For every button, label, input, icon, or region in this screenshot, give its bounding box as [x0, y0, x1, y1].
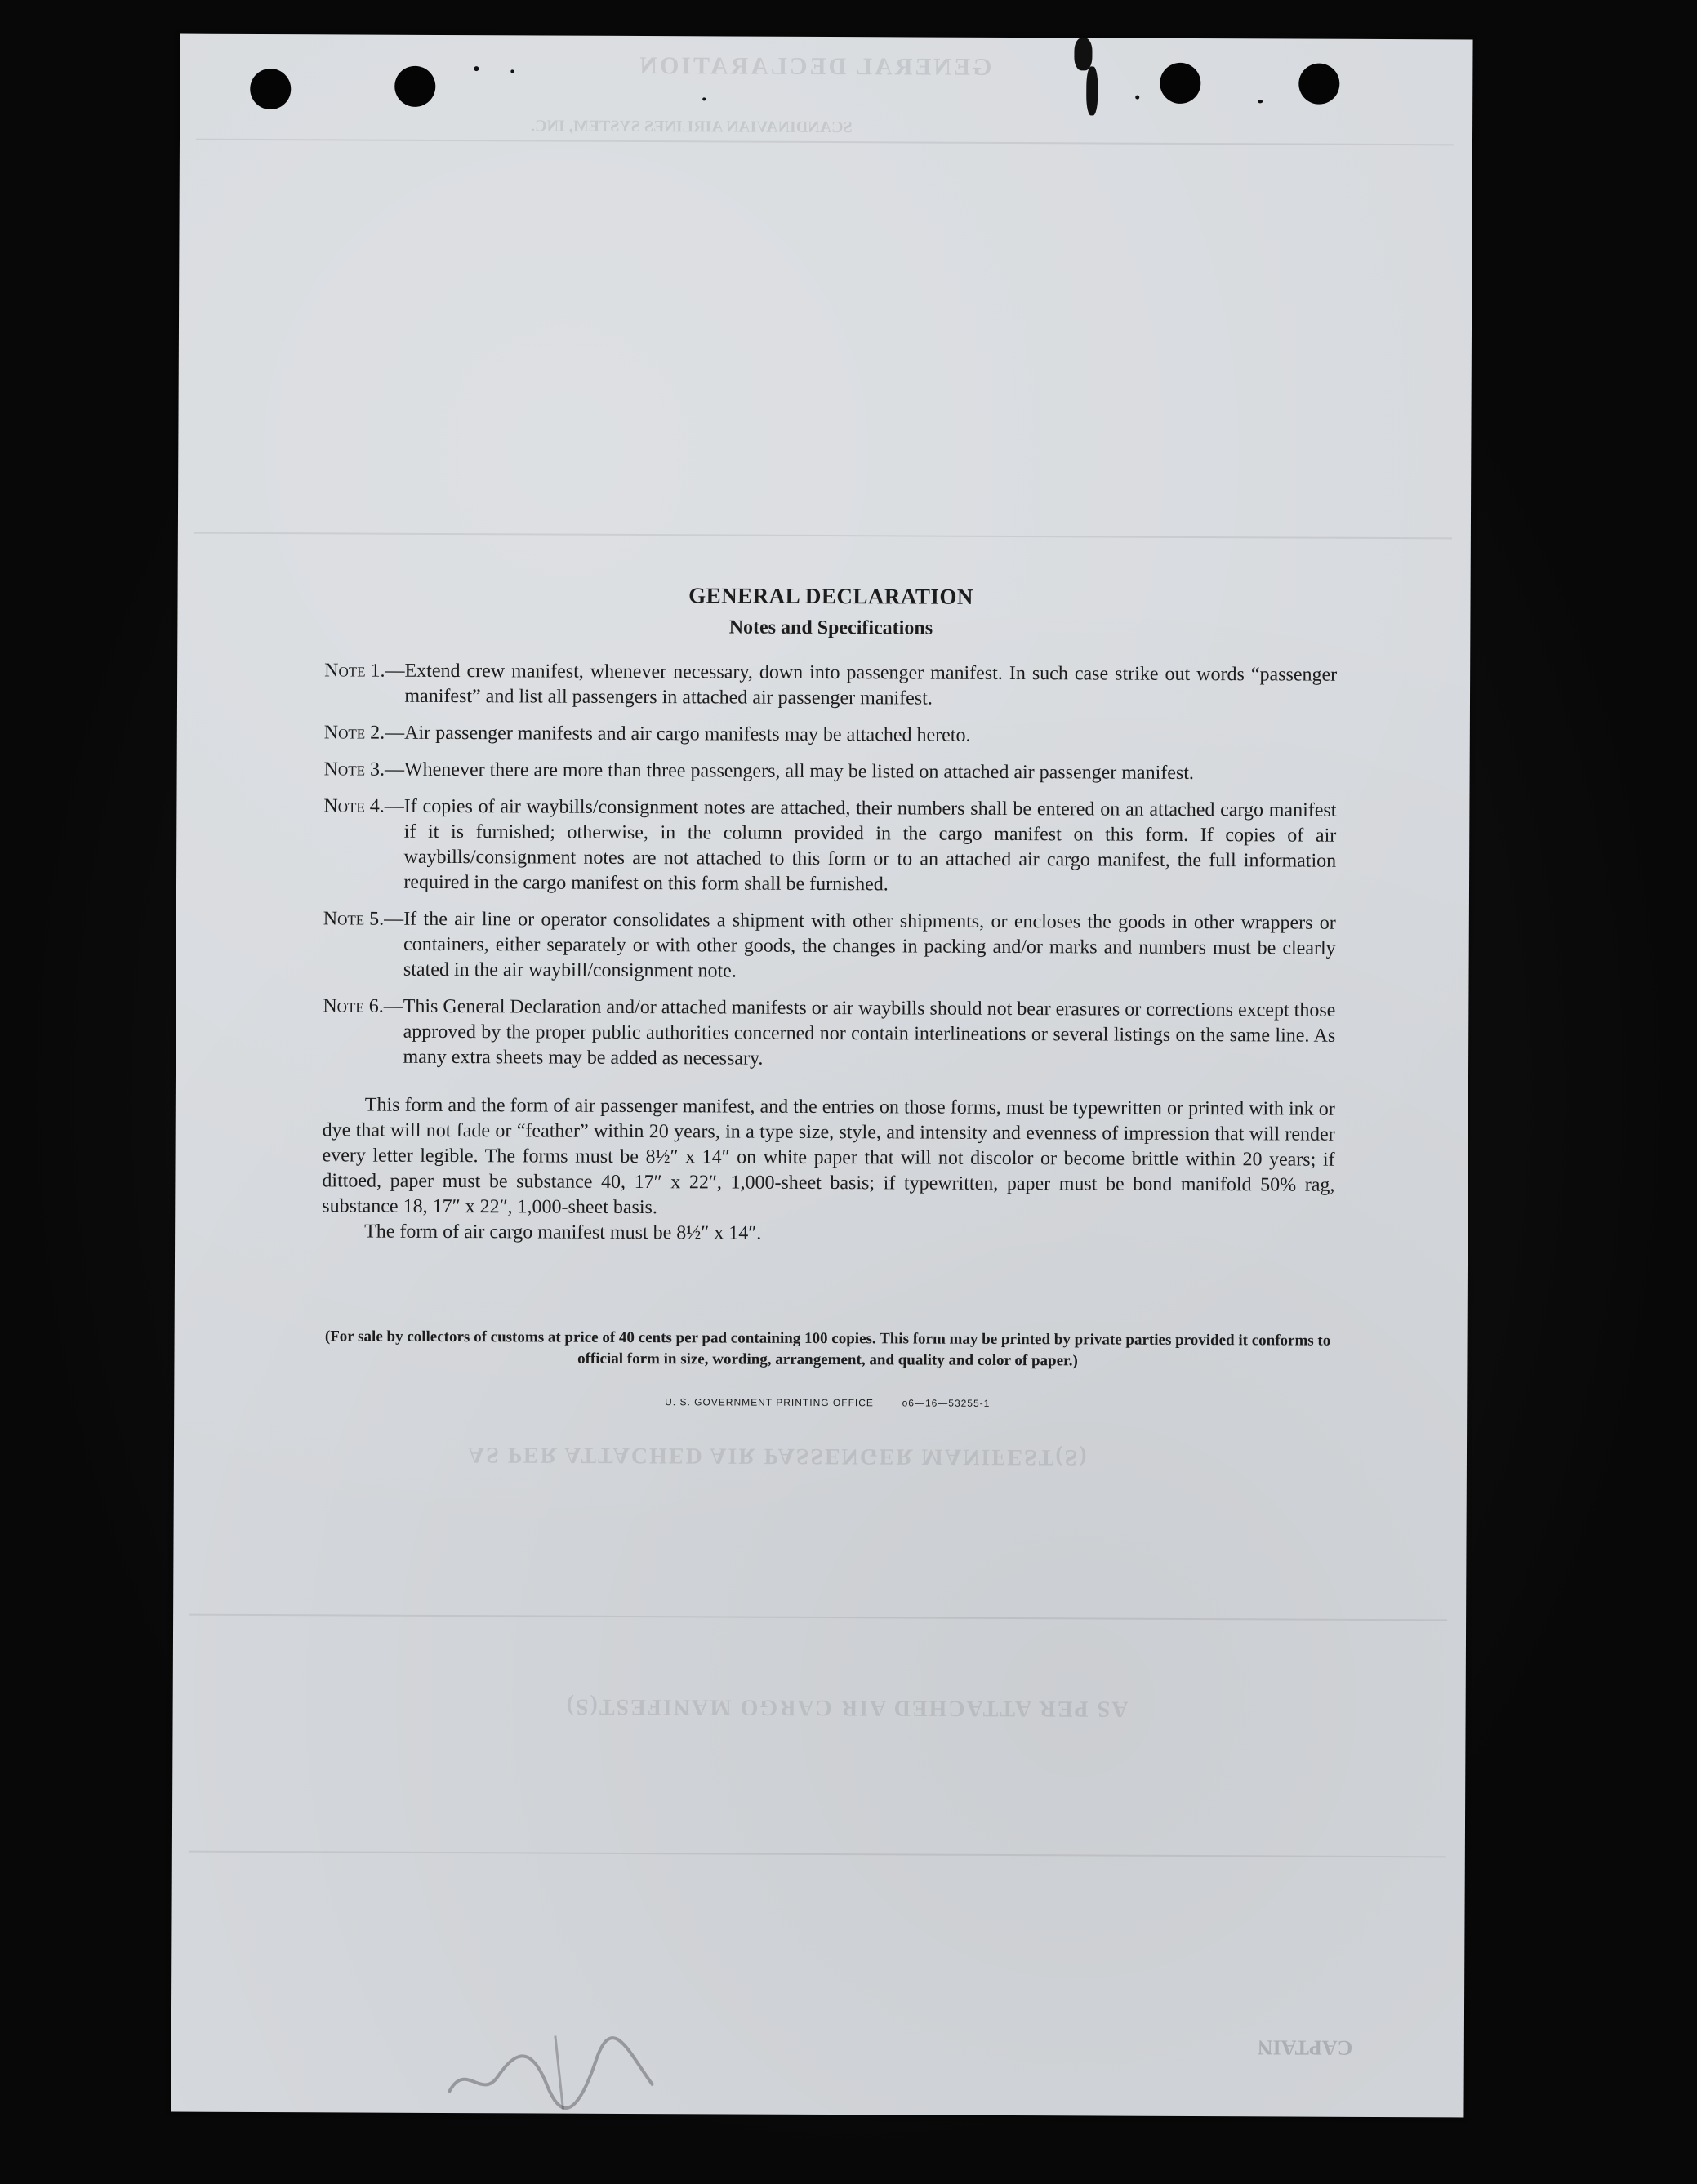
note-text: This General Declaration and/or attached manifests or air waybills should not bear erasures or corrections except those approved by the proper public authorities concerned nor contain interlineations or several listings on the same line. As many extra sheets may be added as necessary. [403, 995, 1336, 1070]
note-label: Note 6.— [323, 995, 403, 1017]
bleed-cargo-stamp: AS PER ATTACHED AIR CARGO MANIFEST(S) [564, 1693, 1129, 1722]
form-number: o6—16—53255-1 [902, 1397, 991, 1409]
note-label: Note 3.— [323, 758, 405, 781]
punch-hole [1298, 64, 1339, 105]
note-label: Note 1.— [324, 660, 405, 682]
cargo-manifest-size: The form of air cargo manifest must be 8½″ x 14″. [364, 1221, 762, 1244]
note-3 [324, 757, 1337, 786]
dirt-speck [510, 69, 514, 73]
dirt-speck [1074, 38, 1092, 70]
document-page [171, 34, 1472, 2118]
punch-hole [250, 69, 291, 109]
note-label: Note 2.— [323, 722, 405, 744]
note-4 [323, 794, 1337, 899]
punch-hole [394, 66, 435, 107]
note-text: Air passenger manifests and air cargo manifests may be attached hereto. [404, 722, 971, 746]
bleed-rule [196, 139, 1454, 146]
note-text: Extend crew manifest, whenever necessary, down into passenger manifest. In such case strike out words “passenger manifest” and list all passengers in attached air passenger manifest. [404, 660, 1338, 709]
punch-hole [1160, 63, 1200, 104]
form-specifications: This form and the form of air passenger manifest, and the entries on those forms, must be typewritten or printed with ink or dye that will not fade or “feather” within 20 years, in a type size, style, and intensity and evenness of impression that will render every letter legible. The forms must be 8½″ x 14″ on white paper that will not discolor or become brittle within 20 years; if dittoed, paper must be substance 40, 17″ x 22″, 1,000-sheet basis; if typewritten, paper must be bond manifold 50% rag, substance 18, 17″ x 22″, 1,000-sheet basis. [322, 1094, 1335, 1219]
note-5 [323, 906, 1335, 986]
dirt-speck [1086, 66, 1098, 115]
sale-note: (For sale by collectors of customs at price of 40 cents per pad containing 100 copies. This form may be printed by private parties provided it conforms to official form in size, wording, arrangement, and quality and color of paper.) [324, 1328, 1331, 1370]
dirt-speck [1258, 100, 1263, 103]
note-text: If copies of air waybills/consignment notes are attached, their numbers shall be entered on an attached cargo manifest if it is furnished; otherwise, in the column provided in the cargo manifest on this form. If copies of air waybills/consignment notes are not attached to this form or to an attached air cargo manifest, the full information required in the cargo manifest on this form shall be furnished. [403, 795, 1337, 896]
bleed-airline: SCANDINAVIAN AIRLINES SYSTEM, INC. [531, 117, 853, 137]
declaration-notes [321, 581, 1337, 1410]
note-label: Note 5.— [323, 908, 404, 930]
printing-office-line [321, 1394, 1334, 1410]
note-6 [323, 994, 1335, 1074]
dirt-speck [1135, 96, 1139, 100]
dirt-speck [474, 66, 479, 71]
note-label: Note 4.— [323, 795, 404, 817]
bleed-header: GENERAL DECLARATION [637, 52, 992, 81]
bleed-rule [189, 1614, 1447, 1621]
note-text: If the air line or operator consolidates a shipment with other shipments, or encloses the goods in other wrappers or containers, either separately or with other goods, the changes in packing and/or marks and numbers must be clearly stated in the air waybill/consignment note. [403, 908, 1336, 982]
note-1 [324, 658, 1337, 713]
note-text: Whenever there are more than three passengers, all may be listed on attached air passenger manifest. [403, 758, 1194, 784]
note-2 [324, 720, 1337, 749]
bleed-captain: CAPTAIN [1257, 2035, 1353, 2060]
document-subtitle: Notes and Specifications [728, 616, 933, 639]
bleed-rule [189, 1851, 1446, 1858]
document-title: GENERAL DECLARATION [688, 583, 974, 609]
dirt-speck [702, 97, 706, 100]
printing-office: U. S. GOVERNMENT PRINTING OFFICE [665, 1396, 874, 1409]
bleed-passenger-stamp: AS PER ATTACHED AIR PASSENGER MANIFEST(S) [467, 1442, 1089, 1470]
bleed-rule [194, 532, 1452, 540]
signature-bleed [440, 2027, 669, 2118]
